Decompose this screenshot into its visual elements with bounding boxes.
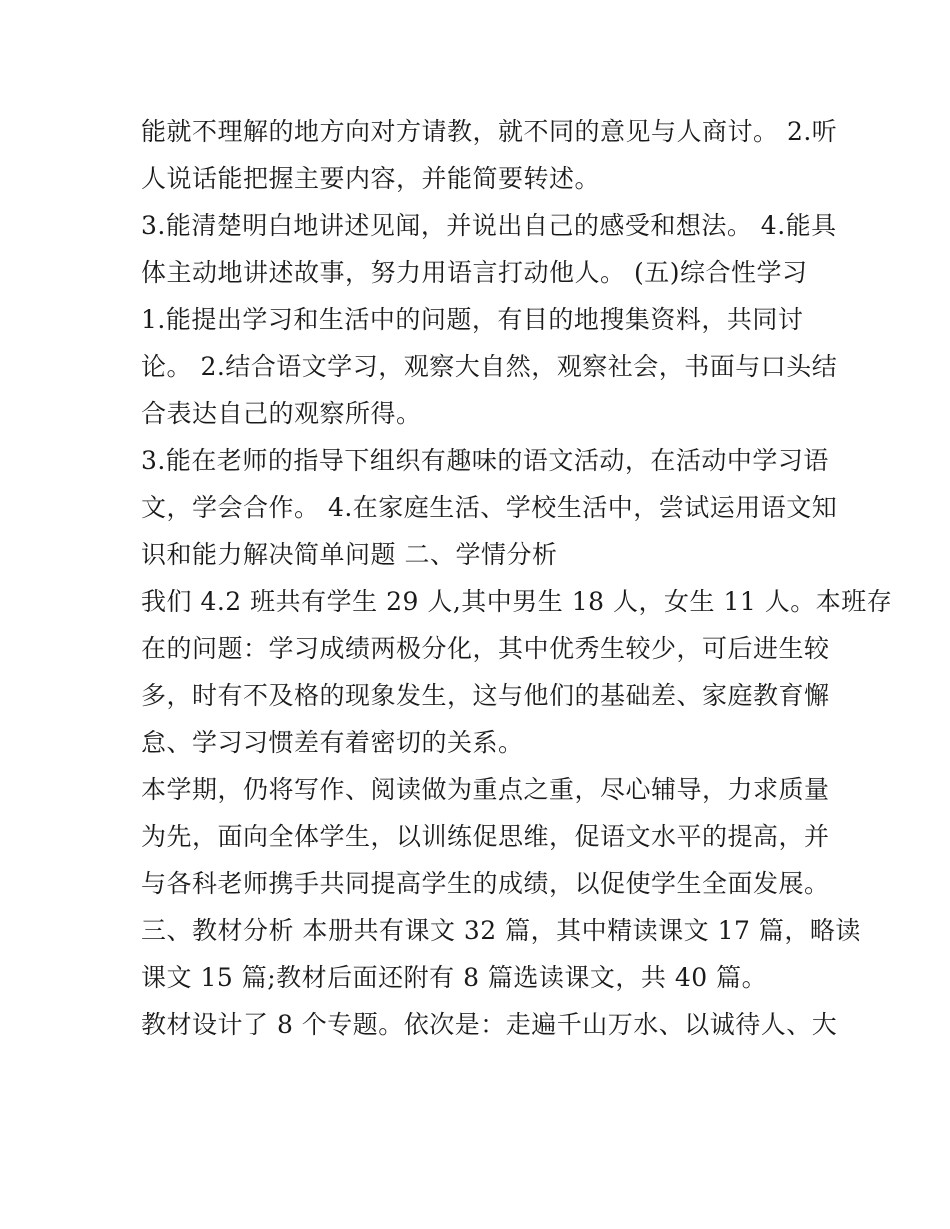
text-line: 体主动地讲述故事，努力用语言打动他人。 (五)综合性学习 <box>141 258 808 287</box>
text-line: 合表达自己的观察所得。 <box>141 399 422 428</box>
text-line: 论。 2.结合语文学习，观察大自然，观察社会，书面与口头结 <box>141 352 838 381</box>
text-line: 本学期，仍将写作、阅读做为重点之重，尽心辅导，力求质量 <box>141 775 830 804</box>
text-line: 识和能力解决简单问题 二、学情分析 <box>141 540 558 569</box>
document-body <box>141 108 893 1048</box>
text-line: 能就不理解的地方向对方请教，就不同的意见与人商讨。 2.听 <box>141 117 838 146</box>
text-line: 三、教材分析 本册共有课文 32 篇，其中精读课文 17 篇，略读 <box>141 916 861 945</box>
text-line: 我们 4.2 班共有学生 29 人,其中男生 18 人，女生 11 人。本班存 <box>141 587 893 616</box>
text-line: 课文 15 篇;教材后面还附有 8 篇选读课文，共 40 篇。 <box>141 963 768 992</box>
text-line: 与各科老师携手共同提高学生的成绩，以促使学生全面发展。 <box>141 869 830 898</box>
text-line: 在的问题：学习成绩两极分化，其中优秀生较少，可后进生较 <box>141 634 830 663</box>
text-line: 3.能清楚明白地讲述见闻，并说出自己的感受和想法。 4.能具 <box>141 211 837 240</box>
text-line: 多，时有不及格的现象发生，这与他们的基础差、家庭教育懈 <box>141 681 830 710</box>
text-line: 怠、学习习惯差有着密切的关系。 <box>141 728 524 757</box>
text-line: 文，学会合作。 4.在家庭生活、学校生活中，尝试运用语文知 <box>141 493 838 522</box>
text-line: 1.能提出学习和生活中的问题，有目的地搜集资料，共同讨 <box>141 305 804 334</box>
text-line: 人说话能把握主要内容，并能简要转述。 <box>141 164 601 193</box>
text-line: 3.能在老师的指导下组织有趣味的语文活动，在活动中学习语 <box>141 446 829 475</box>
text-line: 为先，面向全体学生，以训练促思维，促语文水平的提高，并 <box>141 822 830 851</box>
text-line: 教材设计了 8 个专题。依次是：走遍千山万水、以诚待人、大 <box>141 1010 838 1039</box>
